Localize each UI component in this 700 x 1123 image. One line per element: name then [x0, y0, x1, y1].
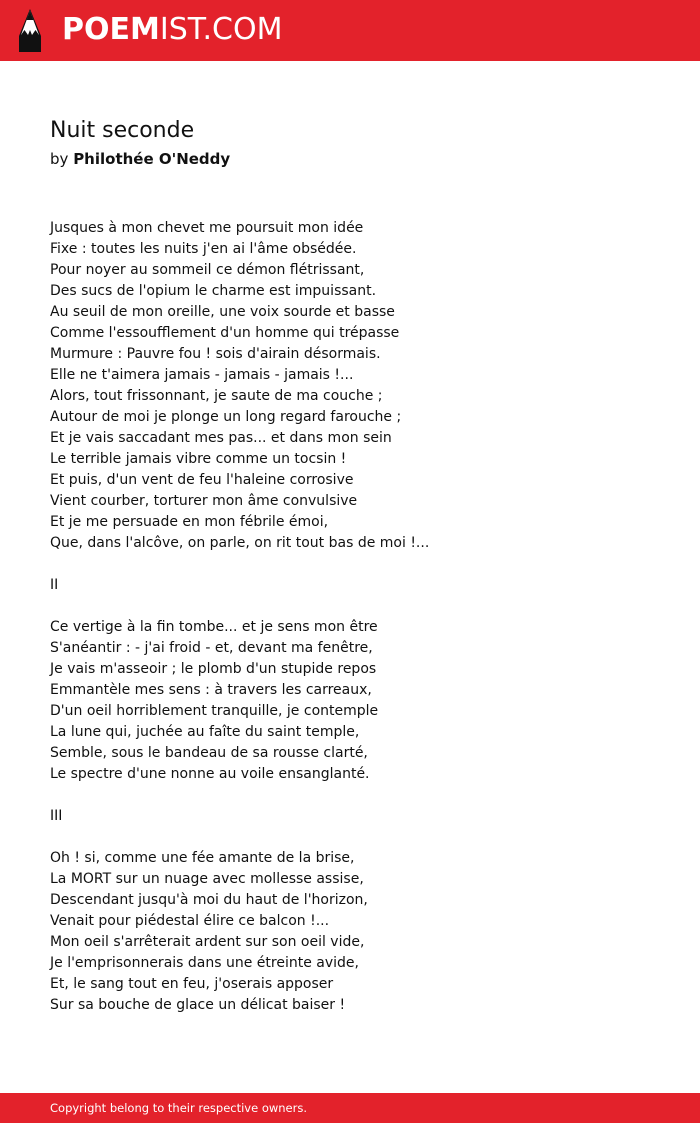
poem-line: II: [50, 577, 59, 593]
poem-title: Nuit seconde: [50, 118, 195, 143]
poem-line: Semble, sous le bandeau de sa rousse clarté,: [50, 745, 368, 761]
poem-line: Et je me persuade en mon fébrile émoi,: [50, 514, 329, 530]
poem-line: D'un oeil horriblement tranquille, je contemple: [50, 703, 379, 719]
poem-line: Comme l'essoufflement d'un homme qui trépasse: [50, 325, 400, 341]
stanza-break: [50, 827, 670, 848]
poem-line: La MORT sur un nuage avec mollesse assise,: [50, 871, 364, 887]
poem-line: Je l'emprisonnerais dans une étreinte avide,: [50, 955, 359, 971]
byline: [50, 149, 230, 169]
poem-line: Murmure : Pauvre fou ! sois d'airain désormais.: [50, 346, 381, 362]
poem-line: Mon oeil s'arrêterait ardent sur son oeil vide,: [50, 934, 365, 950]
stanza-break: [50, 554, 670, 575]
poem-line: Vient courber, torturer mon âme convulsive: [50, 493, 358, 509]
stanza-break: [50, 596, 670, 617]
copyright-text: Copyright belong to their respective owners.: [50, 1101, 308, 1115]
poem-line: Alors, tout frissonnant, je saute de ma couche ;: [50, 388, 383, 404]
poem-body: [50, 218, 670, 1016]
author-name: Philothée O'Neddy: [73, 150, 231, 168]
poem-line: Au seuil de mon oreille, une voix sourde et basse: [50, 304, 395, 320]
poem-line: Que, dans l'alcôve, on parle, on rit tout bas de moi !...: [50, 535, 430, 551]
poem-line: Oh ! si, comme une fée amante de la brise,: [50, 850, 355, 866]
poem-line: Emmantèle mes sens : à travers les carreaux,: [50, 682, 372, 698]
poem-line: Sur sa bouche de glace un délicat baiser !: [50, 997, 346, 1013]
site-logo-text[interactable]: [62, 10, 282, 50]
poem-line: Pour noyer au sommeil ce démon flétrissant,: [50, 262, 365, 278]
poem-line: Le spectre d'une nonne au voile ensanglanté.: [50, 766, 370, 782]
poem-line: Ce vertige à la fin tombe... et je sens mon être: [50, 619, 378, 635]
brand-light: IST.COM: [159, 12, 283, 47]
poem-line: Et je vais saccadant mes pas... et dans mon sein: [50, 430, 392, 446]
poem-line: La lune qui, juchée au faîte du saint temple,: [50, 724, 360, 740]
poem-line: III: [50, 808, 63, 824]
by-label: by: [50, 150, 69, 168]
brand-bold: POEM: [62, 12, 160, 47]
stanza-break: [50, 785, 670, 806]
pencil-tip-icon[interactable]: [17, 9, 43, 52]
poem-line: Je vais m'asseoir ; le plomb d'un stupide repos: [50, 661, 377, 677]
poem-line: Et, le sang tout en feu, j'oserais apposer: [50, 976, 334, 992]
poem-line: Et puis, d'un vent de feu l'haleine corrosive: [50, 472, 354, 488]
poem-line: S'anéantir : - j'ai froid - et, devant ma fenêtre,: [50, 640, 373, 656]
poem-line: Le terrible jamais vibre comme un tocsin !: [50, 451, 347, 467]
poem-line: Fixe : toutes les nuits j'en ai l'âme obsédée.: [50, 241, 357, 257]
poem-line: Descendant jusqu'à moi du haut de l'horizon,: [50, 892, 368, 908]
poem-line: Venait pour piédestal élire ce balcon !...: [50, 913, 330, 929]
site-header: [0, 0, 700, 61]
poem-line: Des sucs de l'opium le charme est impuissant.: [50, 283, 377, 299]
poem-line: Autour de moi je plonge un long regard farouche ;: [50, 409, 402, 425]
poem-line: Elle ne t'aimera jamais - jamais - jamais !...: [50, 367, 354, 383]
site-footer: [0, 1093, 700, 1123]
poem-line: Jusques à mon chevet me poursuit mon idée: [50, 220, 364, 236]
